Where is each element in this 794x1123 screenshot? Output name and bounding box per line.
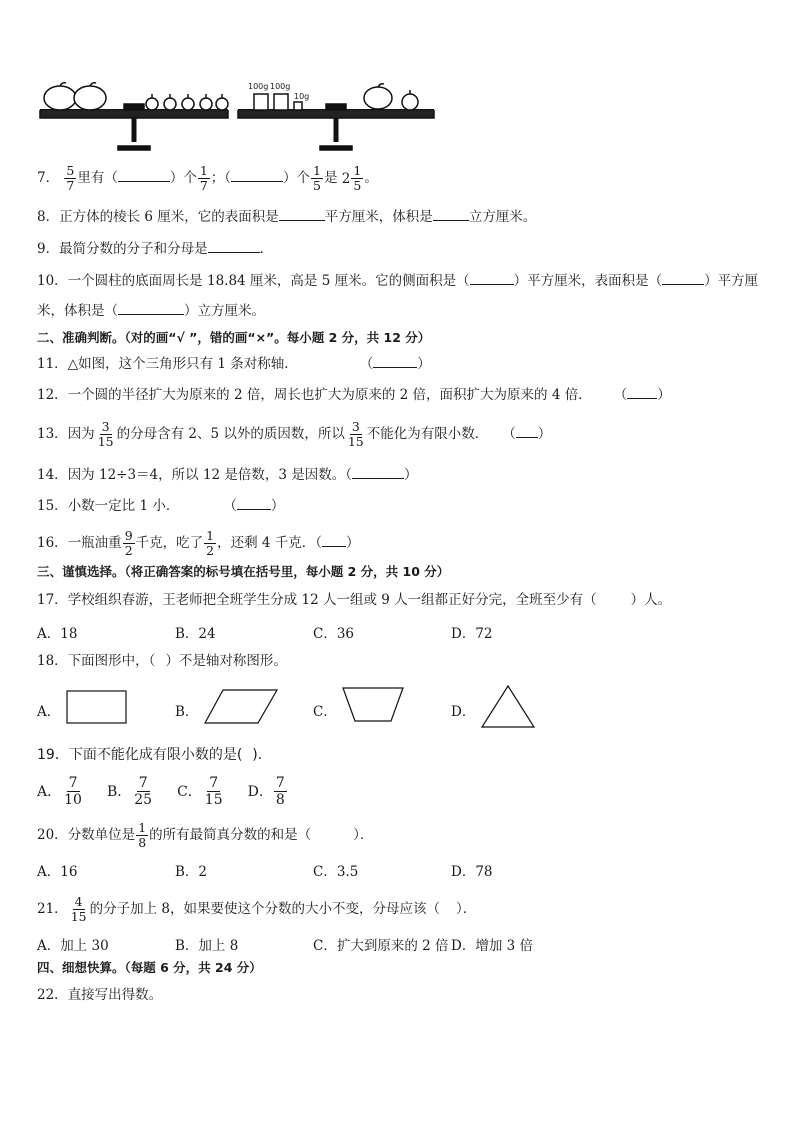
answer-blank[interactable] [516,424,538,438]
q17-option-a[interactable]: A．18 [37,626,78,642]
answer-blank[interactable] [373,354,417,368]
question-15: 15．小数一定比 1 小． （ ） [37,498,285,514]
q21-option-c[interactable]: C．扩大到原来的 2 倍 [313,938,449,954]
answer-blank[interactable] [279,207,325,221]
q19-option-d[interactable]: D． $\frac{7}{8}$ [247,775,285,808]
question-18: 18．下面图形中，（ ）不是轴对称图形。 [37,653,287,669]
question-21: 21． $\frac{4}{15}$ 的分子加上 8，如果要使这个分数的大小不变，分母应该（ ）． [37,894,477,924]
question-9: 9．最简分数的分子和分母是 ． [37,241,274,257]
q19-options [37,775,288,808]
answer-blank[interactable] [352,465,404,479]
answer-blank[interactable] [322,533,346,547]
fraction: $\frac{5}{7}$ [66,163,75,193]
question-16: 16．一瓶油重 $\frac{9}{2}$ 千克，吃了 $\frac{1}{2}$ ，还剩 4 千克．（ ） [37,528,360,558]
q21-option-d[interactable]: D．增加 3 倍 [451,938,533,954]
triangle-shape [480,684,536,730]
question-8: 8．正方体的棱长 6 厘米，它的表面积是 平方厘米，体积是 立方厘米。 [37,209,537,225]
q20-option-a[interactable]: A．16 [37,864,78,880]
balance-figure [38,80,438,152]
section-4-heading: 四、细想快算。（每题 6 分，共 24 分） [37,960,262,975]
q19-option-b[interactable]: B． $\frac{7}{25}$ [106,775,153,808]
question-10: 10．一个圆柱的底面周长是 18.84 厘米，高是 5 厘米。它的侧面积是（ ）平方厘米，表面积是（ ）平方厘 [37,273,759,289]
section-2-heading: 二、准确判断。（对的画“√ ”，错的画“×”。每小题 2 分，共 12 分） [37,330,431,345]
q20-option-c[interactable]: C．3.5 [313,864,359,880]
rectangle-shape [66,690,128,726]
question-17: 17．学校组织春游，王老师把全班学生分成 12 人一组或 9 人一组都正好分完，全班至少有（ ）人。 [37,592,672,608]
q18-option-b[interactable]: B． [175,704,199,720]
q21-option-a[interactable]: A．加上 30 [37,938,109,954]
q18-option-d[interactable]: D． [451,704,476,720]
question-20: 20．分数单位是 $\frac{1}{8}$ 的所有最简真分数的和是（ ）． [37,820,374,850]
q19-option-c[interactable]: C． $\frac{7}{15}$ [177,775,223,808]
question-19: 19．下面不能化成有限小数的是( ). [37,747,263,763]
weight-label-2: 100g [270,82,291,91]
q20-option-b[interactable]: B．2 [175,864,208,880]
question-7: 7． $\frac{5}{7}$ 里有（ ）个 $\frac{1}{7}$ ；（ ）个 $\frac{1}{5}$ 是 2 1 5 。 [37,163,378,193]
mixed-number: 2 1 5 [341,163,362,193]
answer-blank[interactable] [237,496,271,510]
weight-label-1: 100g [248,82,269,91]
answer-blank[interactable] [231,168,283,182]
answer-blank[interactable] [118,301,184,315]
answer-blank[interactable] [627,385,657,399]
question-14: 14．因为 12÷3＝4，所以 12 是倍数，3 是因数。（ ） [37,467,418,483]
q21-option-b[interactable]: B．加上 8 [175,938,239,954]
weight-label-3: 10g [294,92,310,101]
q20-option-d[interactable]: D．78 [451,864,493,880]
q17-option-c[interactable]: C．36 [313,626,355,642]
question-12: 12．一个圆的半径扩大为原来的 2 倍，周长也扩大为原来的 2 倍，面积扩大为原来的 4 倍． （ ） [37,387,671,403]
q18-option-c[interactable]: C． [313,704,337,720]
trapezoid-shape [341,686,405,724]
answer-blank[interactable] [662,271,704,285]
question-11: 11．△如图，这个三角形只有 1 条对称轴． （ ） [37,356,431,372]
q18-option-a[interactable]: A． [37,704,61,720]
q17-option-b[interactable]: B．24 [175,626,216,642]
q17-option-d[interactable]: D．72 [451,626,493,642]
answer-blank[interactable] [118,168,170,182]
q19-option-a[interactable]: A． $\frac{7}{10}$ [37,775,82,808]
question-13: 13．因为 $\frac{3}{15}$ 的分母含有 2、5 以外的质因数，所以 $\frac{3}{15}$ 不能化为有限小数． （ ） [37,419,552,449]
answer-blank[interactable] [433,207,469,221]
section-3-heading: 三、谨慎选择。（将正确答案的标号填在括号里，每小题 2 分，共 10 分） [37,564,450,579]
question-22: 22．直接写出得数。 [37,987,163,1003]
answer-blank[interactable] [470,271,514,285]
parallelogram-shape [203,688,279,726]
answer-blank[interactable] [208,239,260,253]
question-10-line-2: 米，体积是（ ）立方厘米。 [37,303,265,319]
